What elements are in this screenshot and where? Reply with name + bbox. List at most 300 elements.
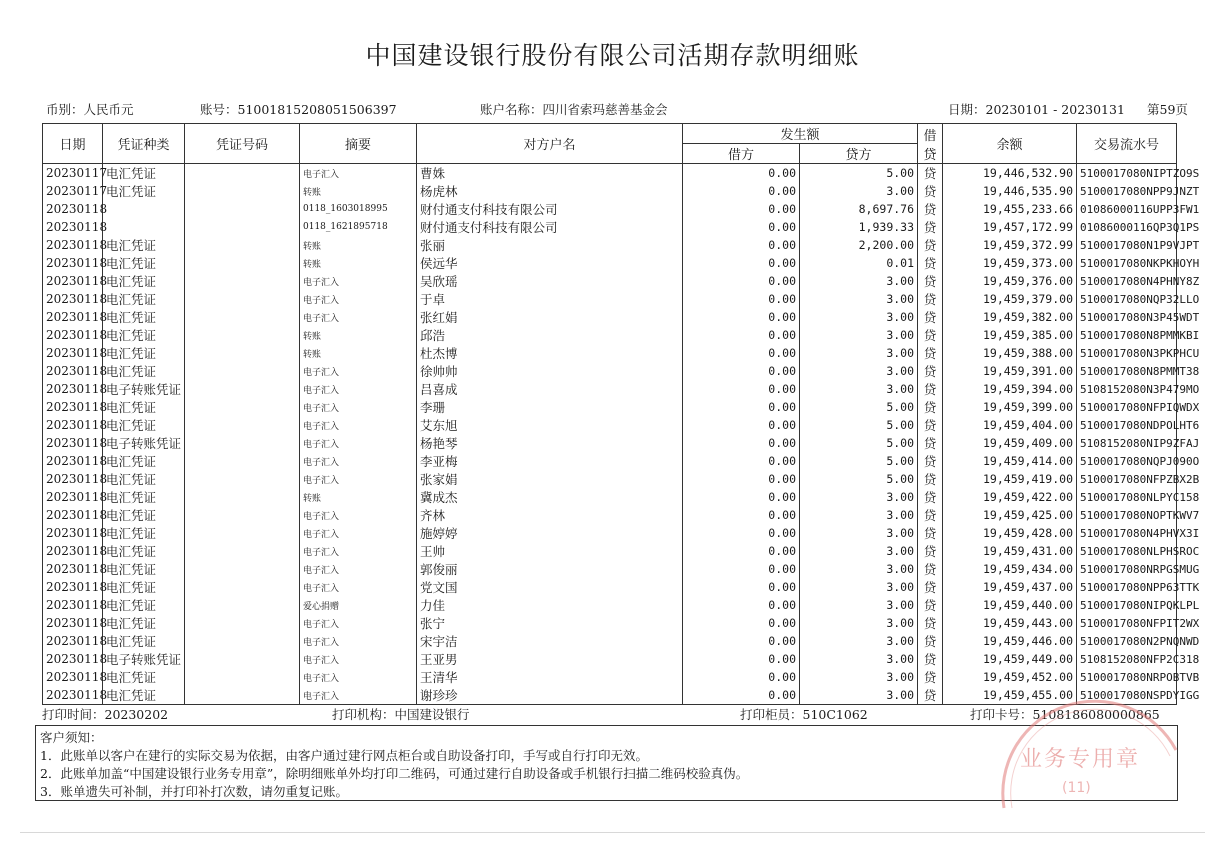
row-counterparty: 张家娟 xyxy=(417,470,683,488)
row-balance: 19,459,428.00 xyxy=(943,524,1077,542)
row-serial: 5100017080N3P45WDT xyxy=(1077,308,1177,326)
row-summary: 电子汇入 xyxy=(300,290,417,308)
table-row xyxy=(43,560,1177,578)
row-dc: 贷 xyxy=(918,326,943,344)
row-voucher-no xyxy=(185,650,300,668)
row-serial: 5100017080NRPOBTVB xyxy=(1077,668,1177,686)
row-serial: 5100017080NFPIQWDX xyxy=(1077,398,1177,416)
row-credit: 3.00 xyxy=(800,524,918,542)
row-voucher-type: 电汇凭证 xyxy=(103,668,185,686)
row-credit: 3.00 xyxy=(800,650,918,668)
row-credit: 5.00 xyxy=(800,398,918,416)
row-serial: 5100017080N3PKPHCU xyxy=(1077,344,1177,362)
row-balance: 19,459,452.00 xyxy=(943,668,1077,686)
row-credit: 3.00 xyxy=(800,272,918,290)
row-counterparty: 曹姝 xyxy=(417,164,683,183)
row-balance: 19,459,373.00 xyxy=(943,254,1077,272)
row-voucher-type: 电汇凭证 xyxy=(103,686,185,705)
row-debit: 0.00 xyxy=(683,272,800,290)
col-header-date: 日期 xyxy=(43,124,103,164)
row-summary: 电子汇入 xyxy=(300,524,417,542)
row-credit: 3.00 xyxy=(800,308,918,326)
row-serial: 5100017080N4PHVX3I xyxy=(1077,524,1177,542)
row-voucher-type: 电汇凭证 xyxy=(103,470,185,488)
row-dc: 贷 xyxy=(918,524,943,542)
row-serial: 5108152080NFP2C318 xyxy=(1077,650,1177,668)
row-balance: 19,459,388.00 xyxy=(943,344,1077,362)
row-serial: 5100017080NSPDYIGG xyxy=(1077,686,1177,705)
col-header-dc: 借贷 xyxy=(918,124,943,164)
row-dc: 贷 xyxy=(918,434,943,452)
row-summary: 电子汇入 xyxy=(300,560,417,578)
row-credit: 5.00 xyxy=(800,470,918,488)
row-summary: 电子汇入 xyxy=(300,362,417,380)
ledger-table xyxy=(42,123,1200,705)
row-debit: 0.00 xyxy=(683,686,800,705)
row-credit: 1,939.33 xyxy=(800,218,918,236)
table-row xyxy=(43,254,1177,272)
row-credit: 3.00 xyxy=(800,344,918,362)
row-voucher-no xyxy=(185,542,300,560)
table-row xyxy=(43,596,1177,614)
row-voucher-no xyxy=(185,524,300,542)
row-date: 20230118 xyxy=(43,254,103,272)
row-debit: 0.00 xyxy=(683,236,800,254)
row-counterparty: 王帅 xyxy=(417,542,683,560)
row-date: 20230118 xyxy=(43,506,103,524)
row-debit: 0.00 xyxy=(683,344,800,362)
row-debit: 0.00 xyxy=(683,506,800,524)
account-number: 账号：51001815208051506397 xyxy=(200,102,397,117)
row-summary: 电子汇入 xyxy=(300,578,417,596)
row-balance: 19,459,409.00 xyxy=(943,434,1077,452)
row-counterparty: 郭俊丽 xyxy=(417,560,683,578)
row-counterparty: 李亚梅 xyxy=(417,452,683,470)
row-dc: 贷 xyxy=(918,344,943,362)
table-row xyxy=(43,506,1177,524)
row-voucher-type xyxy=(103,218,185,236)
row-credit: 3.00 xyxy=(800,686,918,705)
row-dc: 贷 xyxy=(918,632,943,650)
row-summary: 爱心捐赠 xyxy=(300,596,417,614)
row-voucher-no xyxy=(185,452,300,470)
print-time: 打印时间：20230202 xyxy=(42,707,169,722)
notice-item: 3．账单遗失可补制，并打印补打次数，请勿重复记账。 xyxy=(40,784,348,799)
row-balance: 19,446,532.90 xyxy=(943,164,1077,183)
table-row xyxy=(43,578,1177,596)
row-balance: 19,455,233.66 xyxy=(943,200,1077,218)
row-debit: 0.00 xyxy=(683,254,800,272)
col-header-serial: 交易流水号 xyxy=(1077,124,1177,164)
row-voucher-type: 电汇凭证 xyxy=(103,488,185,506)
col-header-balance: 余额 xyxy=(943,124,1077,164)
row-dc: 贷 xyxy=(918,614,943,632)
row-balance: 19,457,172.99 xyxy=(943,218,1077,236)
row-summary: 转账 xyxy=(300,182,417,200)
row-summary: 转账 xyxy=(300,326,417,344)
row-counterparty: 杜杰博 xyxy=(417,344,683,362)
table-row xyxy=(43,614,1177,632)
row-dc: 贷 xyxy=(918,416,943,434)
row-serial: 5100017080NPP9JNZT xyxy=(1077,182,1177,200)
row-voucher-no xyxy=(185,380,300,398)
row-serial: 5100017080NIPTZO9S xyxy=(1077,164,1177,183)
row-counterparty: 于卓 xyxy=(417,290,683,308)
table-row xyxy=(43,650,1177,668)
row-serial: 5100017080NQPJ090O xyxy=(1077,452,1177,470)
row-summary: 电子汇入 xyxy=(300,308,417,326)
col-header-counterparty: 对方户名 xyxy=(417,124,683,164)
row-counterparty: 力佳 xyxy=(417,596,683,614)
row-credit: 3.00 xyxy=(800,542,918,560)
row-date: 20230118 xyxy=(43,632,103,650)
print-counter: 打印柜员：510C1062 xyxy=(740,707,868,722)
row-dc: 贷 xyxy=(918,452,943,470)
table-row xyxy=(43,470,1177,488)
table-row xyxy=(43,200,1177,218)
row-summary: 转账 xyxy=(300,488,417,506)
row-credit: 8,697.76 xyxy=(800,200,918,218)
row-balance: 19,459,422.00 xyxy=(943,488,1077,506)
row-summary: 电子汇入 xyxy=(300,686,417,705)
row-voucher-no xyxy=(185,164,300,183)
row-serial: 5100017080N8PMMT38 xyxy=(1077,362,1177,380)
row-summary: 转账 xyxy=(300,236,417,254)
col-header-amount: 发生额 xyxy=(683,124,918,144)
row-dc: 贷 xyxy=(918,650,943,668)
row-credit: 3.00 xyxy=(800,380,918,398)
row-date: 20230118 xyxy=(43,308,103,326)
row-serial: 5100017080NIPQKLPL xyxy=(1077,596,1177,614)
table-row xyxy=(43,416,1177,434)
row-credit: 5.00 xyxy=(800,434,918,452)
row-credit: 2,200.00 xyxy=(800,236,918,254)
row-date: 20230118 xyxy=(43,452,103,470)
row-debit: 0.00 xyxy=(683,380,800,398)
row-serial: 5100017080NQP32LLO xyxy=(1077,290,1177,308)
row-debit: 0.00 xyxy=(683,182,800,200)
table-row xyxy=(43,488,1177,506)
row-date: 20230118 xyxy=(43,344,103,362)
row-counterparty: 张红娟 xyxy=(417,308,683,326)
row-serial: 5100017080N4PHNY8Z xyxy=(1077,272,1177,290)
row-debit: 0.00 xyxy=(683,578,800,596)
row-date: 20230118 xyxy=(43,668,103,686)
row-dc: 贷 xyxy=(918,560,943,578)
row-serial: 5100017080NKPKHOYH xyxy=(1077,254,1177,272)
row-credit: 3.00 xyxy=(800,668,918,686)
row-summary: 转账 xyxy=(300,344,417,362)
row-voucher-type: 电汇凭证 xyxy=(103,326,185,344)
row-counterparty: 财付通支付科技有限公司 xyxy=(417,218,683,236)
row-dc: 贷 xyxy=(918,200,943,218)
row-dc: 贷 xyxy=(918,254,943,272)
row-debit: 0.00 xyxy=(683,218,800,236)
row-credit: 3.00 xyxy=(800,506,918,524)
stamp-code: (11) xyxy=(1062,780,1091,796)
row-dc: 贷 xyxy=(918,470,943,488)
row-voucher-type: 电汇凭证 xyxy=(103,272,185,290)
page-title: 中国建设银行股份有限公司活期存款明细账 xyxy=(365,41,860,70)
row-balance: 19,459,455.00 xyxy=(943,686,1077,705)
row-dc: 贷 xyxy=(918,542,943,560)
row-summary: 电子汇入 xyxy=(300,416,417,434)
row-summary: 电子汇入 xyxy=(300,452,417,470)
row-counterparty: 齐林 xyxy=(417,506,683,524)
row-balance: 19,459,382.00 xyxy=(943,308,1077,326)
row-balance: 19,459,372.99 xyxy=(943,236,1077,254)
print-org: 打印机构：中国建设银行 xyxy=(332,707,470,722)
row-balance: 19,459,414.00 xyxy=(943,452,1077,470)
row-counterparty: 徐帅帅 xyxy=(417,362,683,380)
table-row xyxy=(43,434,1177,452)
row-date: 20230118 xyxy=(43,326,103,344)
row-summary: 电子汇入 xyxy=(300,470,417,488)
row-voucher-type: 电汇凭证 xyxy=(103,236,185,254)
row-voucher-type: 电子转账凭证 xyxy=(103,434,185,452)
row-serial: 5100017080NRPGSMUG xyxy=(1077,560,1177,578)
notice-item: 2．此账单加盖“中国建设银行业务专用章”，除明细账单外均打印二维码，可通过建行自助设备或手机银行扫描二维码校验真伪。 xyxy=(40,766,749,781)
row-voucher-no xyxy=(185,308,300,326)
row-counterparty: 艾东旭 xyxy=(417,416,683,434)
row-debit: 0.00 xyxy=(683,308,800,326)
row-balance: 19,459,437.00 xyxy=(943,578,1077,596)
row-serial: 5100017080NPP63TTK xyxy=(1077,578,1177,596)
row-counterparty: 谢珍珍 xyxy=(417,686,683,705)
row-date: 20230118 xyxy=(43,488,103,506)
row-counterparty: 施婷婷 xyxy=(417,524,683,542)
table-row xyxy=(43,542,1177,560)
row-voucher-type: 电汇凭证 xyxy=(103,164,185,183)
row-voucher-no xyxy=(185,290,300,308)
row-debit: 0.00 xyxy=(683,434,800,452)
row-voucher-no xyxy=(185,668,300,686)
row-balance: 19,459,399.00 xyxy=(943,398,1077,416)
row-counterparty: 王亚男 xyxy=(417,650,683,668)
table-row xyxy=(43,380,1177,398)
row-dc: 贷 xyxy=(918,164,943,183)
row-credit: 5.00 xyxy=(800,416,918,434)
table-row xyxy=(43,236,1177,254)
row-credit: 3.00 xyxy=(800,488,918,506)
row-voucher-no xyxy=(185,272,300,290)
row-debit: 0.00 xyxy=(683,560,800,578)
row-dc: 贷 xyxy=(918,182,943,200)
row-counterparty: 李珊 xyxy=(417,398,683,416)
row-debit: 0.00 xyxy=(683,614,800,632)
table-row xyxy=(43,218,1177,236)
row-voucher-no xyxy=(185,200,300,218)
row-debit: 0.00 xyxy=(683,488,800,506)
row-serial: 01086000116UPP3FW1 xyxy=(1077,200,1177,218)
row-credit: 0.01 xyxy=(800,254,918,272)
row-date: 20230118 xyxy=(43,416,103,434)
row-summary: 电子汇入 xyxy=(300,542,417,560)
row-voucher-type: 电汇凭证 xyxy=(103,416,185,434)
row-debit: 0.00 xyxy=(683,164,800,183)
row-voucher-type: 电汇凭证 xyxy=(103,506,185,524)
row-debit: 0.00 xyxy=(683,596,800,614)
row-voucher-no xyxy=(185,488,300,506)
row-credit: 3.00 xyxy=(800,290,918,308)
row-voucher-no xyxy=(185,362,300,380)
row-balance: 19,459,394.00 xyxy=(943,380,1077,398)
row-voucher-no xyxy=(185,596,300,614)
row-credit: 3.00 xyxy=(800,614,918,632)
row-balance: 19,459,446.00 xyxy=(943,632,1077,650)
row-balance: 19,446,535.90 xyxy=(943,182,1077,200)
row-voucher-no xyxy=(185,236,300,254)
row-voucher-no xyxy=(185,560,300,578)
row-balance: 19,459,376.00 xyxy=(943,272,1077,290)
table-row xyxy=(43,326,1177,344)
row-counterparty: 吴欣瑶 xyxy=(417,272,683,290)
row-voucher-no xyxy=(185,614,300,632)
row-balance: 19,459,425.00 xyxy=(943,506,1077,524)
table-row xyxy=(43,164,1177,183)
row-voucher-no xyxy=(185,434,300,452)
row-date: 20230118 xyxy=(43,614,103,632)
row-date: 20230118 xyxy=(43,578,103,596)
row-credit: 3.00 xyxy=(800,326,918,344)
row-dc: 贷 xyxy=(918,398,943,416)
row-debit: 0.00 xyxy=(683,290,800,308)
row-voucher-type: 电汇凭证 xyxy=(103,524,185,542)
row-serial: 5108152080NIP9ZFAJ xyxy=(1077,434,1177,452)
row-counterparty: 张宁 xyxy=(417,614,683,632)
row-counterparty: 王清华 xyxy=(417,668,683,686)
table-row xyxy=(43,668,1177,686)
row-voucher-type: 电汇凭证 xyxy=(103,632,185,650)
row-debit: 0.00 xyxy=(683,668,800,686)
row-summary: 0118_1621895718 xyxy=(300,218,417,236)
row-voucher-no xyxy=(185,218,300,236)
row-serial: 5100017080N8PMMKBI xyxy=(1077,326,1177,344)
row-debit: 0.00 xyxy=(683,470,800,488)
row-voucher-type: 电汇凭证 xyxy=(103,308,185,326)
row-balance: 19,459,440.00 xyxy=(943,596,1077,614)
row-counterparty: 宋宇洁 xyxy=(417,632,683,650)
table-row xyxy=(43,272,1177,290)
print-card: 打印卡号：5108186080000865 xyxy=(970,707,1160,722)
row-credit: 3.00 xyxy=(800,560,918,578)
row-debit: 0.00 xyxy=(683,398,800,416)
row-voucher-type: 电汇凭证 xyxy=(103,290,185,308)
col-header-credit: 贷方 xyxy=(800,144,918,164)
row-summary: 电子汇入 xyxy=(300,668,417,686)
table-row xyxy=(43,290,1177,308)
row-summary: 0118_1603018995 xyxy=(300,200,417,218)
row-credit: 3.00 xyxy=(800,596,918,614)
row-date: 20230118 xyxy=(43,542,103,560)
row-voucher-no xyxy=(185,578,300,596)
row-serial: 5100017080NFPZBX2B xyxy=(1077,470,1177,488)
row-credit: 5.00 xyxy=(800,164,918,183)
account-name: 账户名称：四川省索玛慈善基金会 xyxy=(480,102,668,117)
table-row xyxy=(43,182,1177,200)
row-serial: 01086000116QP3Q1PS xyxy=(1077,218,1177,236)
row-voucher-no xyxy=(185,506,300,524)
row-balance: 19,459,391.00 xyxy=(943,362,1077,380)
row-counterparty: 党文国 xyxy=(417,578,683,596)
row-date: 20230118 xyxy=(43,380,103,398)
row-summary: 电子汇入 xyxy=(300,380,417,398)
row-date: 20230118 xyxy=(43,290,103,308)
row-dc: 贷 xyxy=(918,488,943,506)
notice-item: 1．此账单以客户在建行的实际交易为依据，由客户通过建行网点柜台或自助设备打印，手写或自行打印无效。 xyxy=(40,748,648,763)
row-voucher-type: 电汇凭证 xyxy=(103,452,185,470)
row-debit: 0.00 xyxy=(683,542,800,560)
row-voucher-type: 电汇凭证 xyxy=(103,614,185,632)
row-summary: 转账 xyxy=(300,254,417,272)
row-counterparty: 冀成杰 xyxy=(417,488,683,506)
row-dc: 贷 xyxy=(918,668,943,686)
row-credit: 3.00 xyxy=(800,362,918,380)
row-credit: 3.00 xyxy=(800,632,918,650)
row-voucher-type: 电汇凭证 xyxy=(103,362,185,380)
row-balance: 19,459,404.00 xyxy=(943,416,1077,434)
row-voucher-type: 电汇凭证 xyxy=(103,578,185,596)
row-date: 20230118 xyxy=(43,686,103,705)
notice-title: 客户须知： xyxy=(40,730,103,745)
row-credit: 3.00 xyxy=(800,182,918,200)
row-summary: 电子汇入 xyxy=(300,434,417,452)
row-voucher-type: 电汇凭证 xyxy=(103,596,185,614)
row-dc: 贷 xyxy=(918,236,943,254)
row-dc: 贷 xyxy=(918,362,943,380)
ledger-body xyxy=(43,164,1200,705)
table-row xyxy=(43,308,1177,326)
row-debit: 0.00 xyxy=(683,326,800,344)
row-date: 20230118 xyxy=(43,236,103,254)
row-balance: 19,459,379.00 xyxy=(943,290,1077,308)
col-header-voucher-no: 凭证号码 xyxy=(185,124,300,164)
row-voucher-type: 电汇凭证 xyxy=(103,254,185,272)
row-serial: 5100017080N2PNQNWD xyxy=(1077,632,1177,650)
row-serial: 5100017080NLPHSROC xyxy=(1077,542,1177,560)
row-counterparty: 邱浩 xyxy=(417,326,683,344)
row-serial: 5100017080NDPOLHT6 xyxy=(1077,416,1177,434)
row-balance: 19,459,385.00 xyxy=(943,326,1077,344)
row-voucher-type: 电汇凭证 xyxy=(103,560,185,578)
row-counterparty: 吕喜成 xyxy=(417,380,683,398)
row-voucher-type: 电汇凭证 xyxy=(103,344,185,362)
row-debit: 0.00 xyxy=(683,632,800,650)
row-dc: 贷 xyxy=(918,578,943,596)
table-row xyxy=(43,398,1177,416)
row-date: 20230118 xyxy=(43,596,103,614)
row-dc: 贷 xyxy=(918,308,943,326)
row-voucher-no xyxy=(185,182,300,200)
row-debit: 0.00 xyxy=(683,200,800,218)
col-header-summary: 摘要 xyxy=(300,124,417,164)
table-row xyxy=(43,452,1177,470)
row-counterparty: 杨艳琴 xyxy=(417,434,683,452)
row-serial: 5100017080NFPIT2WX xyxy=(1077,614,1177,632)
row-dc: 贷 xyxy=(918,272,943,290)
row-debit: 0.00 xyxy=(683,452,800,470)
table-row xyxy=(43,362,1177,380)
row-summary: 电子汇入 xyxy=(300,650,417,668)
table-row xyxy=(43,632,1177,650)
row-date: 20230117 xyxy=(43,182,103,200)
row-voucher-no xyxy=(185,632,300,650)
row-date: 20230118 xyxy=(43,524,103,542)
row-counterparty: 财付通支付科技有限公司 xyxy=(417,200,683,218)
row-debit: 0.00 xyxy=(683,416,800,434)
row-balance: 19,459,434.00 xyxy=(943,560,1077,578)
page-number: 第59页 xyxy=(1147,102,1188,117)
